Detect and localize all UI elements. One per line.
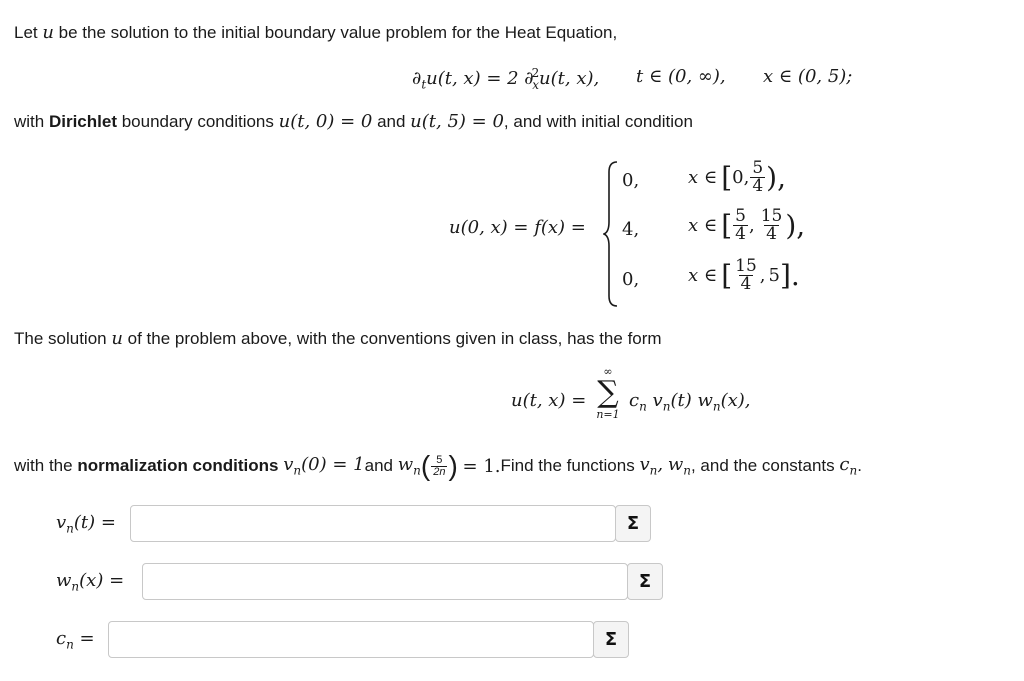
vn-input[interactable] bbox=[131, 506, 615, 541]
initial-condition-lhs: u(0, x) = f(x) = bbox=[449, 217, 586, 238]
case-2-condition: x ∈ [ $\frac{5}{4}$ , $\frac{15}{4}$ ), bbox=[688, 206, 806, 244]
case-3-value: 0, bbox=[622, 269, 640, 290]
case-2-value: 4, bbox=[622, 219, 640, 240]
boundary-conditions-text: with Dirichlet boundary conditions u(t, 0) = 0 and u(t, 5) = 0, and with initial condition bbox=[14, 111, 693, 132]
piecewise-brace bbox=[603, 160, 619, 308]
case-1-condition: x ∈ [ 0, $\frac{5}{4}$ ), bbox=[688, 158, 786, 196]
summation-symbol: ∞ ∑ n=1 bbox=[596, 365, 620, 421]
heat-equation: $\partial_tu(t$, x) = 2 ∂$^2_x$u(t, x), bbox=[412, 66, 600, 92]
wn-input-box bbox=[142, 563, 628, 600]
wn-input[interactable] bbox=[143, 564, 627, 599]
t-domain: t ∈ (0, ∞), bbox=[636, 66, 726, 87]
vn-sigma-button[interactable]: Σ bbox=[615, 505, 651, 542]
case-3-condition: x ∈ [ $\frac{15}{4}$ , 5 ]. bbox=[688, 256, 800, 294]
solution-form-text: The solution u of the problem above, with the conventions given in class, has the form bbox=[14, 328, 662, 349]
series-lhs: u(t, x) = bbox=[511, 390, 587, 411]
x-domain: x ∈ (0, 5); bbox=[763, 66, 853, 87]
vn-label: $v_n(t)$ = bbox=[56, 512, 116, 536]
cn-input[interactable] bbox=[109, 622, 593, 657]
series-rhs: $c_n$ $v_n(t)$ $w_n(x)$, bbox=[629, 390, 751, 414]
normalization-text: with the normalization conditions $v_n(0) = 1$ and $w_n$ ( $\frac{5}{2n}$ ) = 1. Find the functions $v_n$, $w_n$ , and the constants $c_n$ . bbox=[14, 450, 862, 481]
intro-text: Let u be the solution to the initial boundary value problem for the Heat Equation, bbox=[14, 22, 618, 43]
wn-sigma-button[interactable]: Σ bbox=[627, 563, 663, 600]
vn-input-box bbox=[130, 505, 616, 542]
cn-sigma-button[interactable]: Σ bbox=[593, 621, 629, 658]
cn-label: $c_n$ = bbox=[56, 628, 95, 652]
wn-label: $w_n(x)$ = bbox=[56, 570, 125, 594]
cn-input-box bbox=[108, 621, 594, 658]
case-1-value: 0, bbox=[622, 170, 640, 191]
